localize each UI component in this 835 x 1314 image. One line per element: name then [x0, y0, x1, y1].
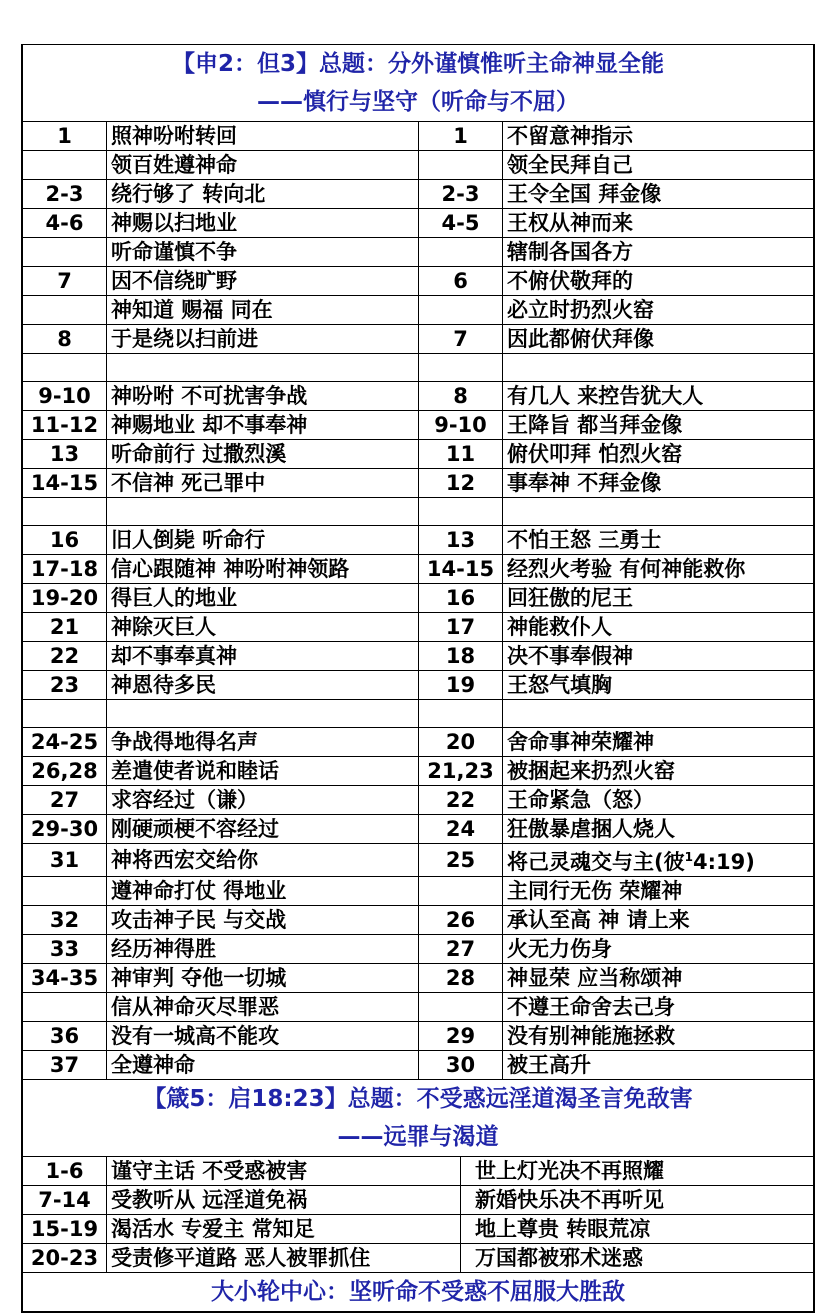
table-row	[23, 122, 814, 151]
dan-verse: 28	[419, 964, 503, 993]
deut-verse: 9-10	[23, 382, 107, 411]
dan-summary-tail: 4:19)	[692, 850, 755, 874]
dan-summary: 不怕王怒 三勇士	[503, 526, 814, 555]
section1-table	[22, 45, 814, 1080]
dan-verse	[419, 296, 503, 325]
table-row	[23, 786, 814, 815]
deut-verse: 29-30	[23, 815, 107, 844]
dan-verse: 24	[419, 815, 503, 844]
dan-summary	[503, 498, 814, 526]
rev-summary: 地上尊贵 转眼荒凉	[461, 1215, 814, 1244]
deut-summary: 争战得地得名声	[107, 728, 419, 757]
deut-summary: 经历神得胜	[107, 935, 419, 964]
deut-verse: 33	[23, 935, 107, 964]
deut-summary: 全遵神命	[107, 1051, 419, 1080]
dan-verse: 13	[419, 526, 503, 555]
deut-summary: 神吩咐 不可扰害争战	[107, 382, 419, 411]
deut-verse	[23, 151, 107, 180]
dan-summary: 神显荣 应当称颂神	[503, 964, 814, 993]
prov-verse: 1-6	[23, 1157, 107, 1186]
dan-verse: 2-3	[419, 180, 503, 209]
dan-verse: 25	[419, 844, 503, 877]
table-row	[23, 1051, 814, 1080]
table-row	[23, 526, 814, 555]
dan-verse: 7	[419, 325, 503, 354]
section2-table	[22, 1080, 814, 1312]
deut-verse: 4-6	[23, 209, 107, 238]
table-row	[23, 354, 814, 382]
rev-summary: 万国都被邪术迷惑	[461, 1244, 814, 1273]
rev-summary: 新婚快乐决不再听见	[461, 1186, 814, 1215]
dan-verse	[419, 498, 503, 526]
table-row	[23, 700, 814, 728]
deut-summary: 神审判 夺他一切城	[107, 964, 419, 993]
table-row	[23, 498, 814, 526]
dan-summary: 有几人 来控告犹大人	[503, 382, 814, 411]
section2-subtitle: ——远罪与渴道	[23, 1118, 814, 1157]
dan-summary: 回狂傲的尼王	[503, 584, 814, 613]
dan-summary: 因此都俯伏拜像	[503, 325, 814, 354]
dan-summary-sup: 1	[684, 850, 693, 864]
table-row	[23, 238, 814, 267]
dan-summary	[503, 354, 814, 382]
section1-subtitle-row	[23, 83, 814, 122]
dan-verse: 19	[419, 671, 503, 700]
dan-summary: 不留意神指示	[503, 122, 814, 151]
dan-verse	[419, 354, 503, 382]
dan-summary: 承认至高 神 请上来	[503, 906, 814, 935]
deut-summary: 遵神命打仗 得地业	[107, 877, 419, 906]
outline-sheet	[21, 44, 815, 1313]
dan-summary: 必立时扔烈火窑	[503, 296, 814, 325]
deut-verse	[23, 877, 107, 906]
table-row	[23, 1244, 814, 1273]
dan-verse: 8	[419, 382, 503, 411]
dan-verse: 17	[419, 613, 503, 642]
dan-verse: 26	[419, 906, 503, 935]
deut-verse	[23, 993, 107, 1022]
deut-summary: 旧人倒毙 听命行	[107, 526, 419, 555]
deut-verse: 17-18	[23, 555, 107, 584]
table-row	[23, 1186, 814, 1215]
deut-verse: 1	[23, 122, 107, 151]
center-theme: 大小轮中心：坚听命不受惑不屈服大胜敌	[23, 1273, 814, 1312]
dan-summary: 狂傲暴虐捆人烧人	[503, 815, 814, 844]
dan-verse: 29	[419, 1022, 503, 1051]
prov-verse: 7-14	[23, 1186, 107, 1215]
deut-verse: 21	[23, 613, 107, 642]
dan-verse: 18	[419, 642, 503, 671]
table-row	[23, 877, 814, 906]
dan-summary: 神能救仆人	[503, 613, 814, 642]
dan-summary: 领全民拜自己	[503, 151, 814, 180]
dan-verse: 22	[419, 786, 503, 815]
dan-summary	[503, 844, 814, 877]
deut-summary: 绕行够了 转向北	[107, 180, 419, 209]
dan-verse: 30	[419, 1051, 503, 1080]
section1-title-row	[23, 45, 814, 83]
footer-row	[23, 1273, 814, 1312]
deut-summary: 刚硬顽梗不容经过	[107, 815, 419, 844]
dan-verse: 9-10	[419, 411, 503, 440]
deut-verse: 11-12	[23, 411, 107, 440]
dan-verse	[419, 993, 503, 1022]
dan-summary-text: 将己灵魂交与主(彼	[507, 850, 685, 874]
table-row	[23, 180, 814, 209]
deut-verse: 24-25	[23, 728, 107, 757]
dan-summary: 辖制各国各方	[503, 238, 814, 267]
table-row	[23, 906, 814, 935]
table-row	[23, 964, 814, 993]
deut-summary: 神赐以扫地业	[107, 209, 419, 238]
dan-summary: 没有别神能施拯救	[503, 1022, 814, 1051]
dan-summary: 王权从神而来	[503, 209, 814, 238]
deut-summary: 神知道 赐福 同在	[107, 296, 419, 325]
table-row	[23, 1157, 814, 1186]
deut-verse: 32	[23, 906, 107, 935]
prov-summary: 受教听从 远淫道免祸	[107, 1186, 461, 1215]
deut-verse: 14-15	[23, 469, 107, 498]
table-row	[23, 267, 814, 296]
deut-verse	[23, 238, 107, 267]
dan-summary: 决不事奉假神	[503, 642, 814, 671]
deut-verse	[23, 296, 107, 325]
deut-verse: 23	[23, 671, 107, 700]
deut-verse: 8	[23, 325, 107, 354]
dan-summary: 王令全国 拜金像	[503, 180, 814, 209]
section1-subtitle: ——慎行与坚守（听命与不屈）	[23, 83, 814, 122]
dan-verse: 4-5	[419, 209, 503, 238]
dan-verse: 6	[419, 267, 503, 296]
dan-summary: 王命紧急（怒）	[503, 786, 814, 815]
dan-verse: 11	[419, 440, 503, 469]
table-row	[23, 671, 814, 700]
table-row	[23, 151, 814, 180]
table-row	[23, 555, 814, 584]
deut-summary: 领百姓遵神命	[107, 151, 419, 180]
table-row	[23, 382, 814, 411]
deut-summary: 信从神命灭尽罪恶	[107, 993, 419, 1022]
deut-summary: 照神吩咐转回	[107, 122, 419, 151]
deut-summary: 攻击神子民 与交战	[107, 906, 419, 935]
deut-verse: 27	[23, 786, 107, 815]
section1-title: 【申2：但3】总题：分外谨慎惟听主命神显全能	[23, 45, 814, 83]
deut-summary: 求容经过（谦）	[107, 786, 419, 815]
dan-verse: 12	[419, 469, 503, 498]
table-row	[23, 642, 814, 671]
dan-summary: 俯伏叩拜 怕烈火窑	[503, 440, 814, 469]
deut-summary: 差遣使者说和睦话	[107, 757, 419, 786]
prov-summary: 渴活水 专爱主 常知足	[107, 1215, 461, 1244]
table-row	[23, 1022, 814, 1051]
table-row	[23, 757, 814, 786]
dan-summary: 事奉神 不拜金像	[503, 469, 814, 498]
table-row	[23, 209, 814, 238]
dan-summary: 经烈火考验 有何神能救你	[503, 555, 814, 584]
dan-verse: 1	[419, 122, 503, 151]
table-row	[23, 469, 814, 498]
deut-summary: 得巨人的地业	[107, 584, 419, 613]
dan-verse: 14-15	[419, 555, 503, 584]
deut-verse: 34-35	[23, 964, 107, 993]
dan-verse: 16	[419, 584, 503, 613]
section2-subtitle-row	[23, 1118, 814, 1157]
rev-summary: 世上灯光决不再照耀	[461, 1157, 814, 1186]
deut-verse	[23, 700, 107, 728]
dan-summary: 被王高升	[503, 1051, 814, 1080]
deut-verse: 31	[23, 844, 107, 877]
dan-summary: 主同行无伤 荣耀神	[503, 877, 814, 906]
dan-summary: 火无力伤身	[503, 935, 814, 964]
dan-verse	[419, 151, 503, 180]
table-row	[23, 993, 814, 1022]
deut-summary: 神除灭巨人	[107, 613, 419, 642]
dan-summary: 王降旨 都当拜金像	[503, 411, 814, 440]
dan-summary: 不俯伏敬拜的	[503, 267, 814, 296]
dan-summary: 被捆起来扔烈火窑	[503, 757, 814, 786]
deut-verse	[23, 498, 107, 526]
deut-verse: 26,28	[23, 757, 107, 786]
table-row	[23, 411, 814, 440]
deut-summary	[107, 354, 419, 382]
dan-summary: 王怒气填胸	[503, 671, 814, 700]
deut-verse: 36	[23, 1022, 107, 1051]
deut-verse: 13	[23, 440, 107, 469]
section2-title: 【箴5：启18:23】总题：不受惑远淫道渴圣言免敌害	[23, 1080, 814, 1118]
dan-verse	[419, 700, 503, 728]
deut-summary: 神将西宏交给你	[107, 844, 419, 877]
table-row	[23, 584, 814, 613]
deut-summary: 信心跟随神 神吩咐神领路	[107, 555, 419, 584]
dan-summary: 不遵王命舍去己身	[503, 993, 814, 1022]
deut-summary: 不信神 死己罪中	[107, 469, 419, 498]
dan-verse	[419, 238, 503, 267]
section2-title-row	[23, 1080, 814, 1118]
prov-verse: 15-19	[23, 1215, 107, 1244]
table-row	[23, 613, 814, 642]
deut-summary	[107, 700, 419, 728]
dan-summary	[503, 700, 814, 728]
deut-summary: 没有一城高不能攻	[107, 1022, 419, 1051]
deut-summary: 因不信绕旷野	[107, 267, 419, 296]
table-row	[23, 844, 814, 877]
table-row	[23, 1215, 814, 1244]
table-row	[23, 815, 814, 844]
dan-verse	[419, 877, 503, 906]
deut-summary	[107, 498, 419, 526]
deut-summary: 神恩待多民	[107, 671, 419, 700]
deut-summary: 听命谨慎不争	[107, 238, 419, 267]
deut-summary: 神赐地业 却不事奉神	[107, 411, 419, 440]
dan-verse: 27	[419, 935, 503, 964]
deut-verse	[23, 354, 107, 382]
deut-summary: 于是绕以扫前进	[107, 325, 419, 354]
deut-verse: 2-3	[23, 180, 107, 209]
table-row	[23, 728, 814, 757]
table-row	[23, 935, 814, 964]
deut-summary: 听命前行 过撒烈溪	[107, 440, 419, 469]
deut-verse: 19-20	[23, 584, 107, 613]
deut-verse: 22	[23, 642, 107, 671]
deut-summary: 却不事奉真神	[107, 642, 419, 671]
dan-summary: 舍命事神荣耀神	[503, 728, 814, 757]
prov-verse: 20-23	[23, 1244, 107, 1273]
table-row	[23, 325, 814, 354]
deut-verse: 7	[23, 267, 107, 296]
deut-verse: 16	[23, 526, 107, 555]
prov-summary: 谨守主话 不受惑被害	[107, 1157, 461, 1186]
table-row	[23, 440, 814, 469]
dan-verse: 20	[419, 728, 503, 757]
deut-verse: 37	[23, 1051, 107, 1080]
dan-verse: 21,23	[419, 757, 503, 786]
prov-summary: 受责修平道路 恶人被罪抓住	[107, 1244, 461, 1273]
table-row	[23, 296, 814, 325]
